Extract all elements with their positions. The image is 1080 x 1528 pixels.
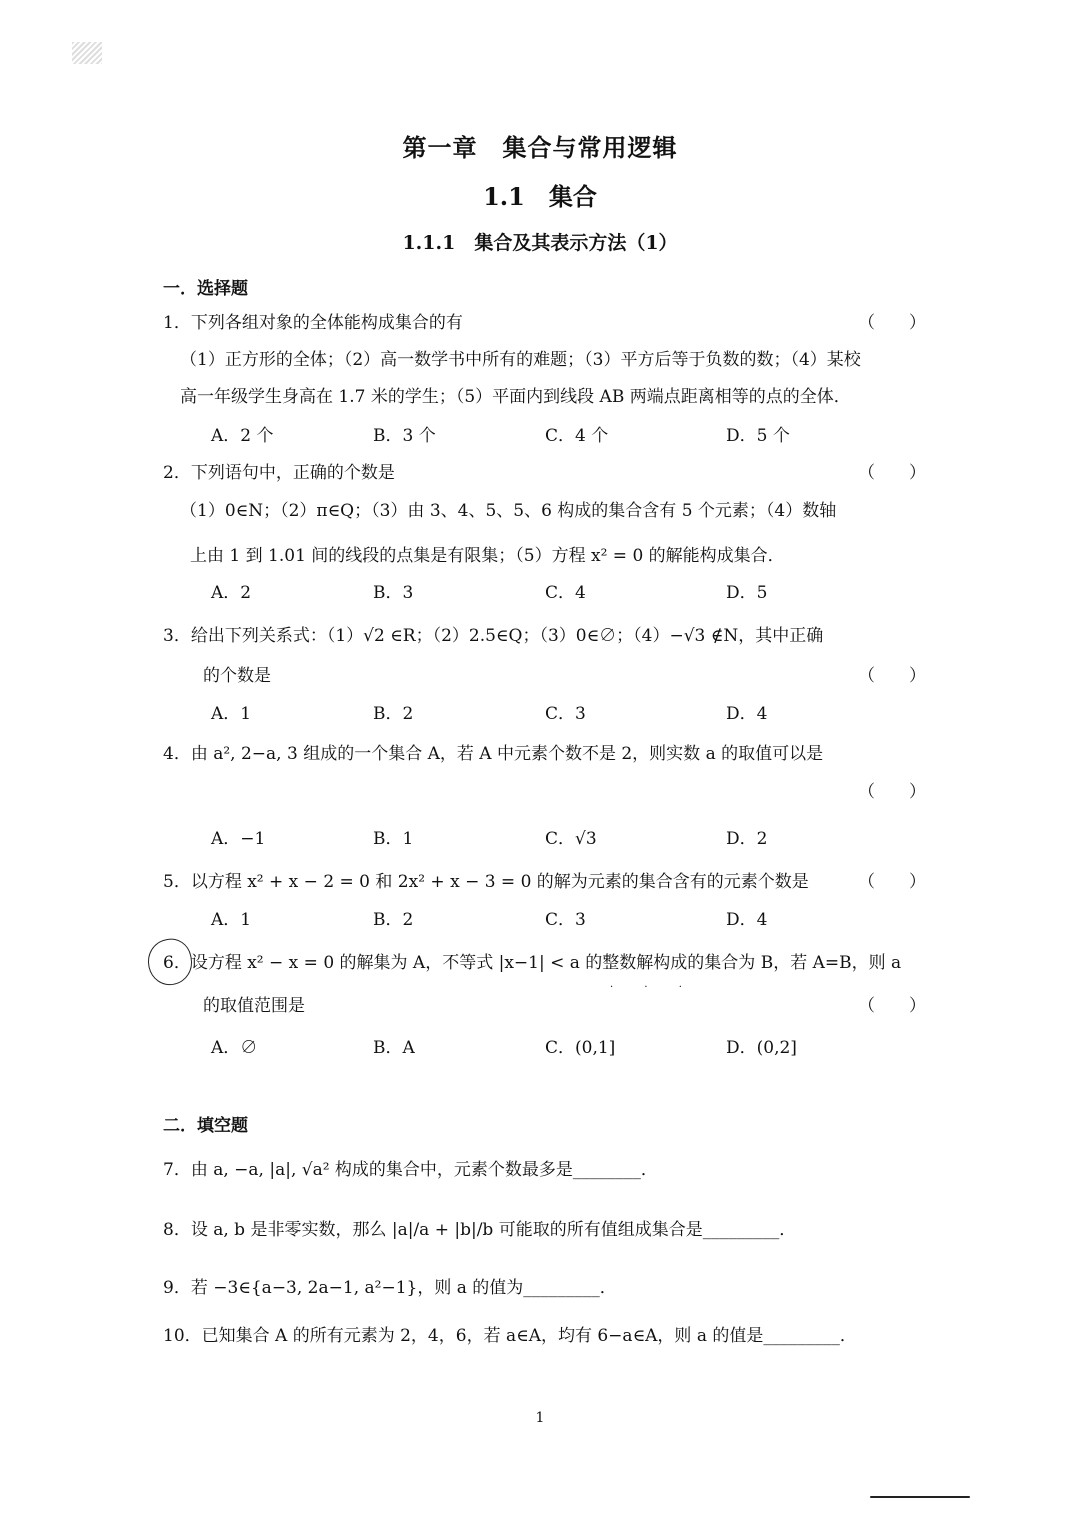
part2-heading: 二．填空题 xyxy=(163,1116,248,1136)
q1-stem: 1．下列各组对象的全体能构成集合的有 xyxy=(163,313,463,333)
q2-line2: （1）0∈N；（2）π∈Q；（3）由 3、4、5、5、6 构成的集合含有 5 个元素；（4）数轴 xyxy=(180,501,837,521)
q6-option-a: A．∅ xyxy=(211,1038,258,1058)
q4-option-b: B．1 xyxy=(373,829,414,849)
chapter-title: 第一章 集合与常用逻辑 xyxy=(402,133,678,162)
q5-option-b: B．2 xyxy=(373,910,414,930)
q5-option-a: A．1 xyxy=(211,910,252,930)
q5-option-d: D．4 xyxy=(726,910,768,930)
q6-answer-paren: （ ） xyxy=(858,996,926,1016)
q5-answer-paren: （ ） xyxy=(858,872,926,892)
q2-option-c: C．4 xyxy=(545,583,586,603)
subsection-title: 1.1.1 集合及其表示方法（1） xyxy=(402,232,678,254)
q5-stem: 5．以方程 x² + x − 2 = 0 和 2x² + x − 3 = 0 的解为元素的集合含有的元素个数是 xyxy=(163,872,809,892)
q6-option-d: D．(0,2] xyxy=(726,1038,797,1058)
part1-heading: 一．选择题 xyxy=(163,279,248,299)
q2-answer-paren: （ ） xyxy=(858,463,926,483)
scan-smudge xyxy=(72,42,102,64)
q10-stem: 10．已知集合 A 的所有元素为 2，4，6，若 a∈A，均有 6−a∈A，则 a 的值是_________． xyxy=(163,1326,857,1346)
q6-option-b: B．A xyxy=(373,1038,415,1058)
q1-option-d: D．5 个 xyxy=(726,426,790,446)
page-number: 1 xyxy=(535,1410,545,1426)
q3-option-a: A．1 xyxy=(211,704,252,724)
q5-option-c: C．3 xyxy=(545,910,586,930)
q7-stem: 7．由 a, −a, |a|, √a² 构成的集合中，元素个数最多是________． xyxy=(163,1160,658,1180)
q1-option-a: A．2 个 xyxy=(211,426,274,446)
q6-option-c: C．(0,1] xyxy=(545,1038,616,1058)
q3-option-d: D．4 xyxy=(726,704,768,724)
scan-pen-mark xyxy=(870,1496,970,1498)
q2-line3: 上由 1 到 1.01 间的线段的点集是有限集；（5）方程 x² = 0 的解能构成集合． xyxy=(190,546,785,566)
q3-stem: 3．给出下列关系式：（1）√2 ∈R；（2）2.5∈Q；（3）0∈∅；（4）−√3 ∉N，其中正确 xyxy=(163,626,824,646)
q6-line2: 的取值范围是 xyxy=(203,996,305,1016)
q8-stem: 8．设 a, b 是非零实数，那么 |a|/a + |b|/b 可能取的所有值组成集合是_________． xyxy=(163,1220,797,1240)
q2-stem: 2．下列语句中，正确的个数是 xyxy=(163,463,395,483)
q3-option-c: C．3 xyxy=(545,704,586,724)
q4-option-a: A．−1 xyxy=(211,829,266,849)
q1-line3: 高一年级学生身高在 1.7 米的学生；（5）平面内到线段 AB 两端点距离相等的点的全体． xyxy=(180,387,851,407)
q1-answer-paren: （ ） xyxy=(858,313,926,333)
q3-line2: 的个数是 xyxy=(203,666,271,686)
q6-stem: 6．设方程 x² − x = 0 的解集为 A，不等式 |x−1| < a 的整数解构成的集合为 B，若 A=B，则 a xyxy=(163,953,902,973)
q4-option-d: D．2 xyxy=(726,829,768,849)
q4-answer-paren: （ ） xyxy=(858,782,926,802)
q1-option-b: B．3 个 xyxy=(373,426,436,446)
section-title: 1.1 集合 xyxy=(483,182,597,211)
emphasis-dots: · · · xyxy=(610,982,696,993)
q2-option-b: B．3 xyxy=(373,583,414,603)
q4-stem: 4．由 a², 2−a, 3 组成的一个集合 A，若 A 中元素个数不是 2，则实数 a 的取值可以是 xyxy=(163,744,824,764)
q2-option-d: D．5 xyxy=(726,583,768,603)
q1-option-c: C．4 个 xyxy=(545,426,609,446)
q3-option-b: B．2 xyxy=(373,704,414,724)
q1-line2: （1）正方形的全体；（2）高一数学书中所有的难题；（3）平方后等于负数的数；（4）某校 xyxy=(180,350,861,370)
q9-stem: 9．若 −3∈{a−3, 2a−1, a²−1}，则 a 的值为_________． xyxy=(163,1278,617,1298)
q4-option-c: C．√3 xyxy=(545,829,597,849)
q3-answer-paren: （ ） xyxy=(858,666,926,686)
q2-option-a: A．2 xyxy=(211,583,252,603)
